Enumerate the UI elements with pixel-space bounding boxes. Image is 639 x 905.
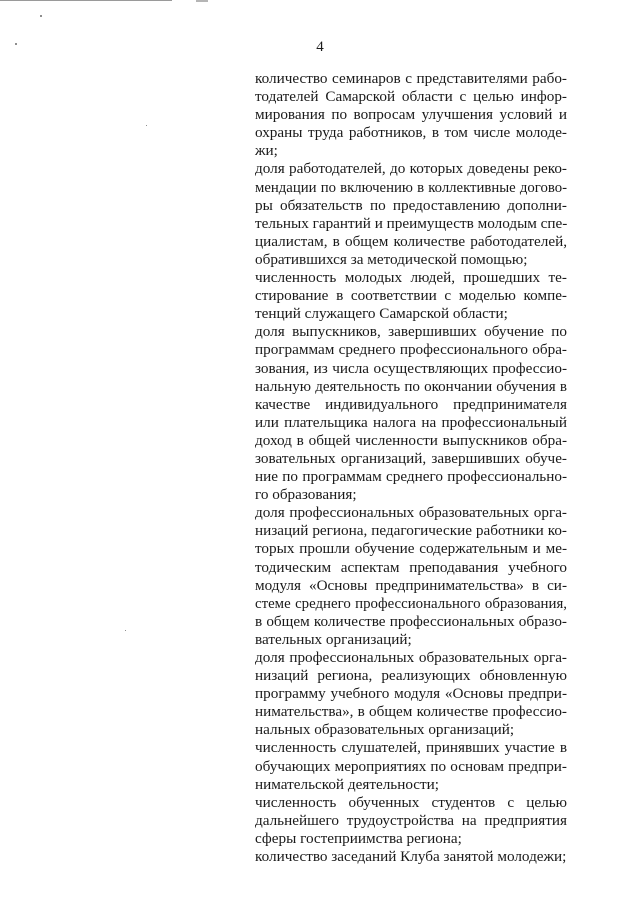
text-line: нальных образовательных организаций; [255, 721, 515, 739]
text-line: вательных организаций; [255, 630, 412, 648]
text-line: или плательщика налога на профессиональный [255, 413, 567, 431]
text-line: жи; [255, 142, 278, 160]
text-line: обратившихся за методической помощью; [255, 250, 528, 268]
scan-edge-mark [196, 0, 208, 2]
text-line: циалистам, в общем количестве работодателей, [255, 232, 567, 250]
text-line: тельных гарантий и преимуществ молодым спе- [255, 214, 568, 232]
text-line: го образования; [255, 486, 357, 504]
text-line: тодическим аспектам преподавания учебного [255, 558, 567, 576]
scan-speck [15, 43, 17, 45]
text-line: численность обученных студентов с целью [255, 793, 567, 811]
text-line: стирование в соответствии с моделью компе- [255, 287, 567, 305]
text-line: качестве индивидуального предпринимателя [255, 395, 567, 413]
text-line: численность слушателей, принявших участие в [255, 739, 567, 757]
text-line: зовательных организаций, завершивших обуче- [255, 449, 567, 467]
text-line: тодателей Самарской области с целью инфор- [255, 88, 567, 106]
text-line: ры обязательств по предоставлению дополни- [255, 196, 567, 214]
text-line: дальнейшего трудоустройства на предприятия [255, 811, 567, 829]
scan-speck [125, 630, 126, 631]
text-line: тенций служащего Самарской области; [255, 305, 508, 323]
scan-speck [40, 15, 42, 17]
text-line: количество заседаний Клуба занятой молодежи; [255, 848, 567, 866]
document-body [255, 70, 567, 866]
text-line: мендации по включению в коллективные догово- [255, 179, 567, 196]
text-line: программам среднего профессионального обра- [255, 341, 567, 359]
text-line: количество семинаров с представителями рабо- [255, 70, 567, 87]
text-line: зования, из числа осуществляющих профессио- [255, 359, 567, 377]
text-line: стеме среднего профессионального образования, [255, 595, 567, 612]
text-line: модуля «Основы предпринимательства» в си- [255, 576, 567, 594]
text-line: нальную деятельность по окончании обучения в [255, 378, 567, 395]
text-line: доля профессиональных образовательных орга- [255, 504, 567, 522]
scan-speck [146, 125, 147, 126]
text-line: доход в общей численности выпускников обра- [255, 431, 567, 449]
scan-edge-line [0, 0, 172, 1]
text-line: доля работодателей, до которых доведены реко- [255, 160, 567, 178]
text-line: нимательства», в общем количестве профессио- [255, 703, 567, 721]
text-line: в общем количестве профессиональных образо- [255, 612, 567, 630]
text-line: программу учебного модуля «Основы предпри- [255, 685, 567, 703]
text-line: доля профессиональных образовательных орга- [255, 649, 567, 666]
text-line: нимательской деятельности; [255, 775, 440, 793]
page-number: 4 [316, 39, 324, 55]
text-line: численность молодых людей, прошедших те- [255, 269, 567, 287]
text-line: доля выпускников, завершивших обучение по [255, 323, 567, 341]
text-line: торых прошли обучение содержательным и ме- [255, 540, 567, 558]
text-line: охраны труда работников, в том числе молоде- [255, 124, 567, 142]
text-line: ние по программам среднего профессионально- [255, 468, 567, 486]
text-line: сферы гостеприимства региона; [255, 829, 462, 847]
text-line: низаций региона, реализующих обновленную [255, 667, 567, 685]
text-line: мирования по вопросам улучшения условий и [255, 106, 567, 124]
text-line: обучающих мероприятиях по основам предпри- [255, 757, 567, 775]
text-line: низаций региона, педагогические работники ко- [255, 522, 567, 540]
